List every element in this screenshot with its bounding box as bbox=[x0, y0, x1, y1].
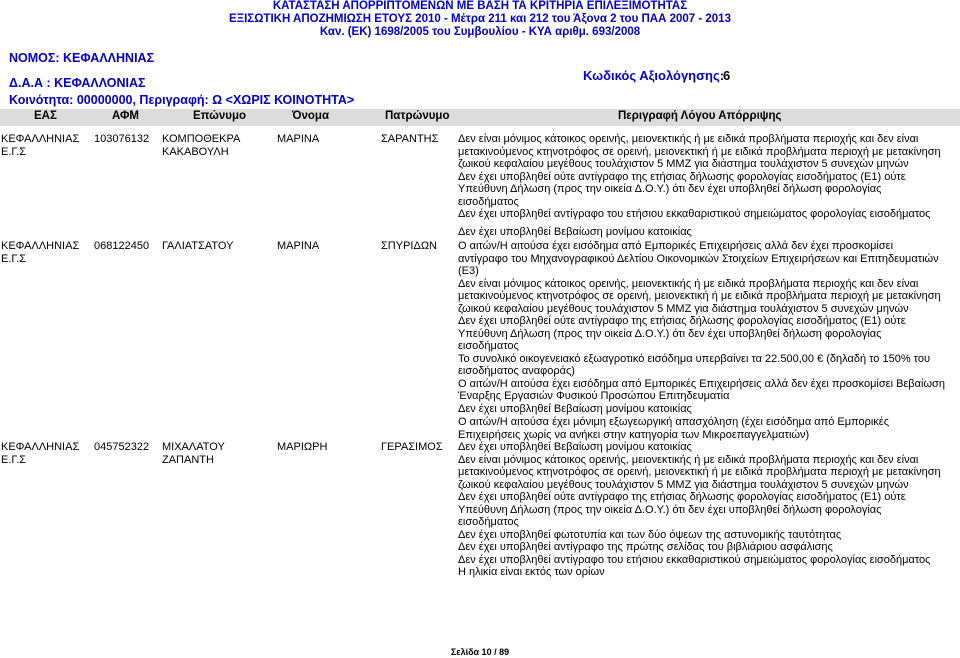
reason-line: Δεν έχει υποβληθεί Βεβαίωση μονίμου κατοικίας bbox=[458, 441, 692, 453]
name-cell: ΜΑΡΙΩΡΗ bbox=[277, 441, 328, 453]
reason-line: Δεν έχει υποβληθεί αντίγραφο της πρώτης σελίδας του βιβλιάριου ασφάλισης bbox=[458, 541, 833, 553]
report-subtitle: ΕΞΙΣΩΤΙΚΗ ΑΠΟΖΗΜΙΩΣΗ ΕΤΟΥΣ 2010 - Μέτρα 211 και 212 του Άξονα 2 του ΠΑΑ 2007 - 2013 bbox=[229, 13, 731, 25]
afm-cell: 103076132 bbox=[94, 133, 150, 145]
report-regulation: Καν. (ΕΚ) 1698/2005 του Συμβουλίου - ΚΥΑ αριθμ. 693/2008 bbox=[319, 26, 641, 38]
col-name: Όνομα bbox=[292, 110, 330, 122]
evaluation-code-value: 6 bbox=[723, 68, 731, 83]
daa-label: Δ.Α.Α : ΚΕΦΑΛΛΟΝΙΑΣ bbox=[9, 76, 146, 90]
col-father: Πατρώνυμο bbox=[385, 110, 450, 122]
col-eas: ΕΑΣ bbox=[34, 110, 57, 122]
reason-line: Δεν έχει υποβληθεί φωτοτυπία και των δύο όψεων της αστυνομικής ταυτότητας bbox=[458, 528, 842, 541]
reason-line: αντίγραφο του Μηχανογραφικού Δελτίου Οικονομικών Στοιχείων Επιχειρήσεων και Επιτηδευματιών bbox=[458, 252, 939, 265]
reasons-list-2 bbox=[458, 240, 960, 415]
reason-line: ζωικού κεφαλαίου μεγέθους τουλάχιστον 5 ΜΜΖ για διάστημα τουλάχιστον 5 συνεχών μηνών bbox=[458, 478, 909, 491]
reason-line: Η ηλικία είναι εκτός των ορίων bbox=[458, 566, 605, 578]
father-cell: ΣΠΥΡΙΔΩΝ bbox=[381, 240, 437, 252]
reason-line: Δεν έχει υποβληθεί ούτε αντίγραφο της ετήσιας δήλωσης φορολογίας εισοδήματος (Ε1) ούτε bbox=[458, 315, 906, 327]
afm-cell: 068122450 bbox=[94, 240, 150, 252]
reason-line: Υπεύθυνη Δήλωση (προς την οικεία Δ.Ο.Υ.) ότι δεν έχει υποβληθεί δήλωση φορολογίας bbox=[458, 503, 882, 516]
surname-cell: ΚΟΜΠΟΘΕΚΡΑ ΚΑΚΑΒΟΥΛΗ bbox=[162, 133, 241, 158]
reason-line: μετακινούμενος κτηνοτρόφος σε ορεινή, μειονεκτική ή με ειδικά προβλήματα περιοχή με μετακίνηση bbox=[458, 466, 941, 478]
reason-line: εισοδήματος bbox=[458, 516, 519, 528]
reason-line: Δεν έχει υποβληθεί Βεβαίωση μονίμου κατοικίας bbox=[458, 225, 692, 238]
reason-line: Δεν είναι μόνιμος κάτοικος ορεινής, μειονεκτικής ή με ειδικά προβλήματα περιοχής και δεν είναι bbox=[458, 453, 919, 466]
reason-line: Έναρξης Εργασιών Φυσικού Προσώπου Επιτηδευματία bbox=[458, 390, 730, 402]
name-cell: ΜΑΡΙΝΑ bbox=[277, 133, 320, 145]
reason-line: Το συνολικό οικογενειακό εξωαγροτικό εισόδημα υπερβαίνει τα 22.500,00 € (δηλαδή το 150% του bbox=[458, 352, 930, 365]
eas-cell: ΚΕΦΑΛΛΗΝΙΑΣ Ε.Γ.Σ bbox=[1, 441, 80, 466]
eas-cell: ΚΕΦΑΛΛΗΝΙΑΣ Ε.Γ.Σ bbox=[1, 133, 80, 158]
evaluation-code-label: Κωδικός Αξιολόγησης: bbox=[583, 68, 725, 83]
reason-line: Δεν έχει υποβληθεί Βεβαίωση μονίμου κατοικίας bbox=[458, 402, 692, 415]
reason-line: Δεν έχει υποβληθεί ούτε αντίγραφο της ετήσιας δήλωσης φορολογίας εισοδήματος (Ε1) ούτε bbox=[458, 170, 906, 183]
col-afm: ΑΦΜ bbox=[112, 110, 140, 122]
reason-line: Δεν έχει υποβληθεί αντίγραφο του ετήσιου εκκαθαριστικού σημειώματος φορολογίας εισοδήματος bbox=[458, 553, 931, 566]
reason-line: Ο αιτών/Η αιτούσα έχει εισόδημα από Εμπορικές Επιχειρήσεις αλλά δεν έχει προσκομίσει bbox=[458, 240, 894, 252]
surname-cell: ΜΙΧΑΛΑΤΟΥ ΖΑΠΑΝΤΗ bbox=[162, 441, 225, 466]
reason-line: μετακινούμενος κτηνοτρόφος σε ορεινή, μειονεκτική ή με ειδικά προβλήματα περιοχή με μετακίνηση bbox=[458, 145, 941, 158]
report-title: ΚΑΤΑΣΤΑΣΗ ΑΠΟΡΡΙΠΤΟΜΕΝΩΝ ΜΕ ΒΑΣΗ ΤΑ ΚΡΙΤΗΡΙΑ ΕΠΙΛΕΞΙΜΟΤΗΤΑΣ bbox=[272, 0, 688, 12]
page-number: Σελίδα 10 / 89 bbox=[450, 647, 510, 657]
father-cell: ΓΕΡΑΣΙΜΟΣ bbox=[381, 441, 443, 453]
reason-line: Δεν έχει υποβληθεί ούτε αντίγραφο της ετήσιας δήλωσης φορολογίας εισοδήματος (Ε1) ούτε bbox=[458, 491, 906, 503]
reason-line: ζωικού κεφαλαίου μεγέθους τουλάχιστον 5 ΜΜΖ για διάστημα τουλάχιστον 5 συνεχών μηνών bbox=[458, 302, 909, 315]
afm-cell: 045752322 bbox=[94, 441, 150, 453]
reason-line: Ο αιτών/Η αιτούσα έχει μόνιμη εξωγεωργική απασχόληση (έχει εισόδημα από Εμπορικές bbox=[458, 416, 890, 428]
reason-line: Δεν έχει υποβληθεί αντίγραφο του ετήσιου εκκαθαριστικού σημειώματος φορολογίας εισοδήματος bbox=[458, 208, 931, 220]
nomos-label: ΝΟΜΟΣ: ΚΕΦΑΛΛΗΝΙΑΣ bbox=[9, 51, 155, 65]
father-cell: ΣΑΡΑΝΤΗΣ bbox=[381, 133, 439, 145]
reason-line: εισοδήματος bbox=[458, 340, 519, 352]
reason-line: (Ε3) bbox=[458, 265, 479, 277]
col-reason: Περιγραφή Λόγου Απόρριψης bbox=[618, 110, 782, 122]
table-header bbox=[0, 109, 960, 126]
reasons-list-1 bbox=[458, 133, 960, 238]
koinotita-label: Κοινότητα: 00000000, Περιγραφή: Ω <ΧΩΡΙΣ ΚΟΙΝΟΤΗΤΑ> bbox=[9, 93, 355, 107]
eas-cell: ΚΕΦΑΛΛΗΝΙΑΣ Ε.Γ.Σ bbox=[1, 240, 80, 265]
surname-cell: ΓΑΛΙΑΤΣΑΤΟΥ bbox=[162, 240, 234, 252]
col-surname: Επώνυμο bbox=[193, 110, 247, 122]
reason-line: Υπεύθυνη Δήλωση (προς την οικεία Δ.Ο.Υ.) ότι δεν έχει υποβληθεί δήλωση φορολογίας bbox=[458, 327, 882, 340]
reason-line: Υπεύθυνη Δήλωση (προς την οικεία Δ.Ο.Υ.) ότι δεν έχει υποβληθεί δήλωση φορολογίας bbox=[458, 183, 882, 195]
reason-line: Επιχειρήσεις χωρίς να ανήκει στην κατηγορία των Μικροεπαγγελματιών) bbox=[458, 428, 810, 441]
reason-line: εισοδήματος bbox=[458, 195, 519, 208]
reason-line: Δεν είναι μόνιμος κάτοικος ορεινής, μειονεκτικής ή με ειδικά προβλήματα περιοχής και δεν είναι bbox=[458, 277, 919, 290]
reasons-list-3 bbox=[458, 416, 960, 579]
reason-line: εισοδήματος αναφοράς) bbox=[458, 365, 575, 377]
reason-line: μετακινούμενος κτηνοτρόφος σε ορεινή, μειονεκτική ή με ειδικά προβλήματα περιοχή με μετακίνηση bbox=[458, 290, 941, 302]
reason-line: ζωικού κεφαλαίου μεγέθους τουλάχιστον 5 ΜΜΖ για διάστημα τουλάχιστον 5 συνεχών μηνών bbox=[458, 158, 909, 170]
reason-line: Ο αιτών/Η αιτούσα έχει εισόδημα από Εμπορικές Επιχειρήσεις αλλά δεν έχει προσκομίσει Βεβαίωση bbox=[458, 377, 945, 390]
name-cell: ΜΑΡΙΝΑ bbox=[277, 240, 320, 252]
reason-line: Δεν είναι μόνιμος κάτοικος ορεινής, μειονεκτικής ή με ειδικά προβλήματα περιοχής και δεν είναι bbox=[458, 133, 919, 145]
